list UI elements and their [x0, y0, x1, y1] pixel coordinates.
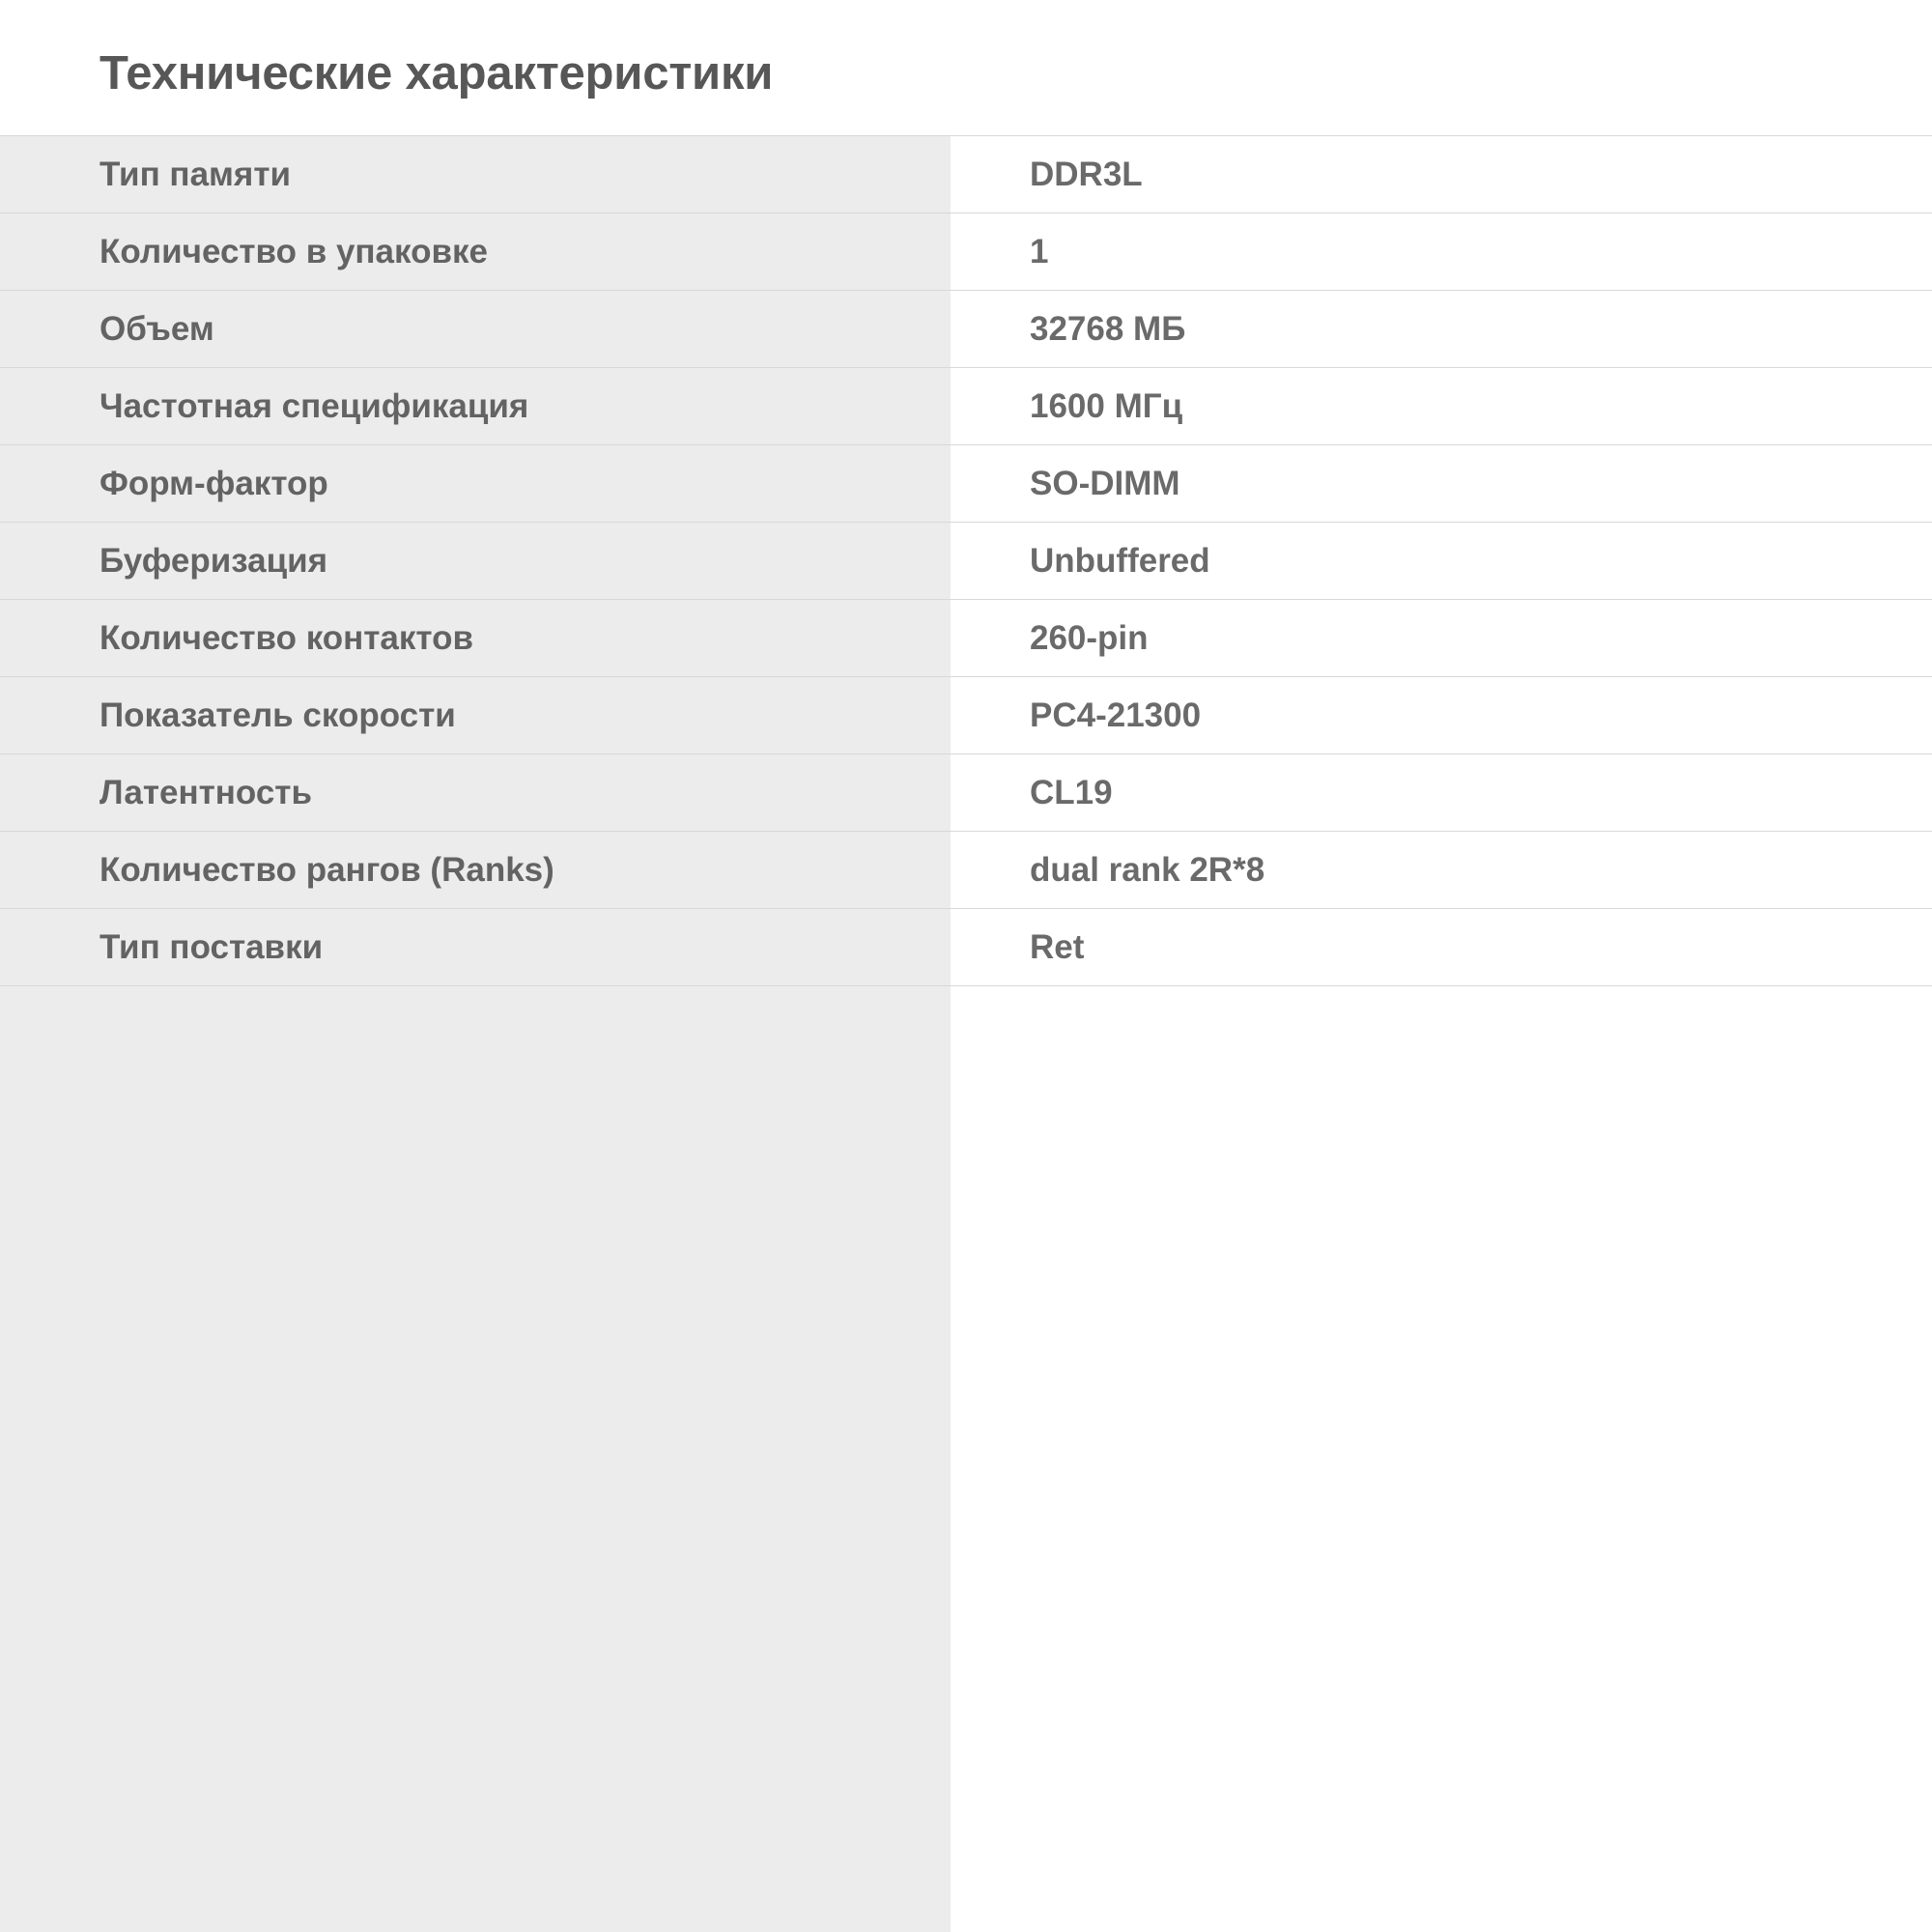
spec-value: Ret	[951, 909, 1932, 986]
table-row	[0, 445, 1932, 523]
spec-value: 1	[951, 213, 1932, 291]
spec-value: PC4-21300	[951, 677, 1932, 754]
spec-value: 1600 МГц	[951, 368, 1932, 445]
spec-name: Объем	[0, 291, 951, 368]
spec-name: Показатель скорости	[0, 677, 951, 754]
spec-value: 32768 МБ	[951, 291, 1932, 368]
spec-value: 260-pin	[951, 600, 1932, 677]
table-row	[0, 909, 1932, 986]
table-row	[0, 677, 1932, 754]
table-row	[0, 832, 1932, 909]
table-row	[0, 136, 1932, 213]
spec-name: Форм-фактор	[0, 445, 951, 523]
spec-name: Латентность	[0, 754, 951, 832]
spec-value: DDR3L	[951, 136, 1932, 213]
spec-value: SO-DIMM	[951, 445, 1932, 523]
specifications-table	[0, 135, 1932, 986]
spec-name: Тип памяти	[0, 136, 951, 213]
spec-name: Количество рангов (Ranks)	[0, 832, 951, 909]
spec-value: Unbuffered	[951, 523, 1932, 600]
table-row	[0, 368, 1932, 445]
table-row	[0, 291, 1932, 368]
spec-value: CL19	[951, 754, 1932, 832]
table-row	[0, 754, 1932, 832]
spec-name: Количество контактов	[0, 600, 951, 677]
table-row	[0, 600, 1932, 677]
page-title: Технические характеристики	[0, 0, 1932, 135]
specifications-table-body	[0, 136, 1932, 986]
spec-name: Количество в упаковке	[0, 213, 951, 291]
table-row	[0, 213, 1932, 291]
spec-name: Тип поставки	[0, 909, 951, 986]
table-row	[0, 523, 1932, 600]
spec-value: dual rank 2R*8	[951, 832, 1932, 909]
spec-name: Частотная спецификация	[0, 368, 951, 445]
spec-name: Буферизация	[0, 523, 951, 600]
